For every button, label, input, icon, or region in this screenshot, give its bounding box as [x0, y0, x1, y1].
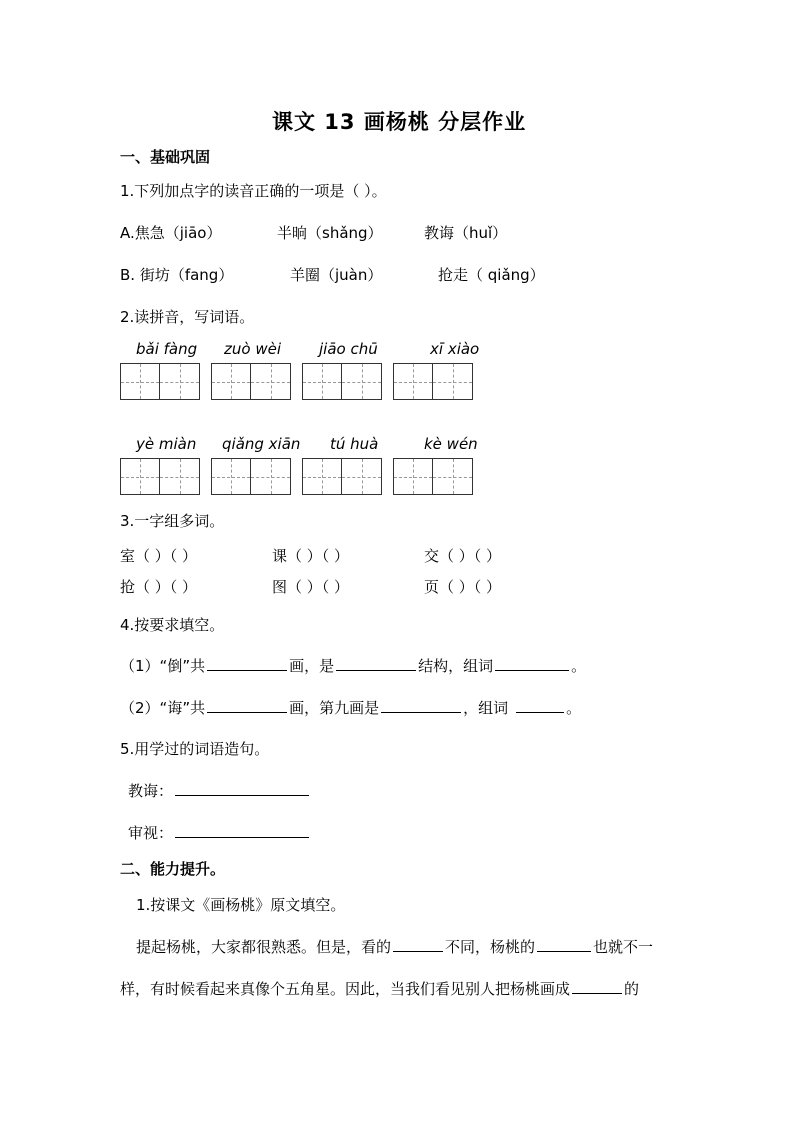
- section2-question-1-prompt: 1.按课文《画杨桃》原文填空。: [136, 896, 346, 914]
- writing-grid[interactable]: [393, 363, 473, 400]
- passage-text: 也就不一: [593, 938, 654, 956]
- answer-blank[interactable]: [572, 979, 622, 994]
- pinyin-label: tú huà: [330, 435, 379, 453]
- passage-text: 提起杨桃，大家都很熟悉。但是，看的: [136, 938, 392, 956]
- fill-text: （1）“倒”共: [120, 657, 206, 675]
- word-group: 室（ ）（ ）: [120, 547, 198, 565]
- word-group: 图（ ）（ ）: [272, 578, 350, 596]
- answer-blank[interactable]: [207, 656, 287, 671]
- question-1-prompt: 1.下列加点字的读音正确的一项是（ ）。: [120, 182, 387, 200]
- fill-text: 结构，组词: [418, 657, 494, 675]
- passage-text: 样，有时候看起来真像个五角星。因此，当我们看见别人把杨桃画成: [120, 980, 571, 998]
- passage-text: 不同，杨桃的: [445, 938, 536, 956]
- answer-blank[interactable]: [537, 937, 591, 952]
- question-4-prompt: 4.按要求填空。: [120, 616, 225, 634]
- writing-grid[interactable]: [393, 458, 473, 495]
- answer-blank[interactable]: [207, 698, 287, 713]
- fill-line-2: [120, 697, 581, 718]
- writing-grid[interactable]: [211, 458, 291, 495]
- section-heading-basic: 一、基础巩固: [120, 148, 211, 166]
- writing-grid[interactable]: [302, 363, 382, 400]
- fill-text: ，组词: [463, 699, 509, 717]
- word-group: 交（ ）（ ）: [424, 547, 502, 565]
- pinyin-label: yè miàn: [136, 435, 197, 453]
- passage-text: 的: [624, 980, 640, 998]
- fill-line-1: [120, 655, 586, 676]
- answer-blank[interactable]: [393, 937, 443, 952]
- writing-grid[interactable]: [120, 458, 200, 495]
- sentence-line-2: [128, 822, 311, 843]
- word-label: 审视：: [128, 824, 174, 842]
- passage-line-2: [120, 978, 639, 999]
- word-group: 页（ ）（ ）: [424, 578, 502, 596]
- question-5-prompt: 5.用学过的词语造句。: [120, 740, 270, 758]
- option-b-2: 羊圈（juàn）: [290, 266, 383, 284]
- passage-line-1: [136, 936, 653, 957]
- writing-grid[interactable]: [211, 363, 291, 400]
- option-a-2: 半晌（shǎng）: [277, 224, 383, 242]
- sentence-line-1: [128, 780, 311, 801]
- option-a-3: 教诲（huǐ）: [424, 224, 508, 242]
- pinyin-label: qiǎng xiān: [222, 435, 301, 453]
- answer-blank[interactable]: [516, 698, 564, 713]
- option-a-1: A.焦急（jiāo）: [120, 224, 222, 242]
- question-2-prompt: 2.读拼音，写词语。: [120, 308, 255, 326]
- fill-text: （2）“诲”共: [120, 699, 206, 717]
- pinyin-label: jiāo chū: [319, 340, 378, 358]
- pinyin-label: bǎi fàng: [136, 340, 198, 358]
- pinyin-label: kè wén: [424, 435, 478, 453]
- answer-blank[interactable]: [381, 698, 461, 713]
- fill-text: 画，是: [289, 657, 335, 675]
- word-group: 抢（ ）（ ）: [120, 578, 198, 596]
- word-label: 教诲：: [128, 782, 174, 800]
- writing-grid[interactable]: [302, 458, 382, 495]
- fill-text: 。: [566, 699, 582, 717]
- option-b-1: B. 街坊（fang）: [120, 266, 234, 284]
- option-b-3: 抢走（ qiǎng）: [438, 266, 545, 284]
- fill-text: 。: [571, 657, 587, 675]
- page-title: 课文 13 画杨桃 分层作业: [272, 110, 527, 134]
- answer-blank[interactable]: [175, 781, 309, 796]
- pinyin-label: xī xiào: [430, 340, 480, 358]
- answer-blank[interactable]: [175, 823, 309, 838]
- section-heading-ability: 二、能力提升。: [120, 860, 226, 878]
- answer-blank[interactable]: [495, 656, 569, 671]
- answer-blank[interactable]: [336, 656, 416, 671]
- fill-text: 画，第九画是: [289, 699, 380, 717]
- question-3-prompt: 3.一字组多词。: [120, 512, 225, 530]
- pinyin-label: zuò wèi: [224, 340, 281, 358]
- word-group: 课（ ）（ ）: [272, 547, 350, 565]
- writing-grid[interactable]: [120, 363, 200, 400]
